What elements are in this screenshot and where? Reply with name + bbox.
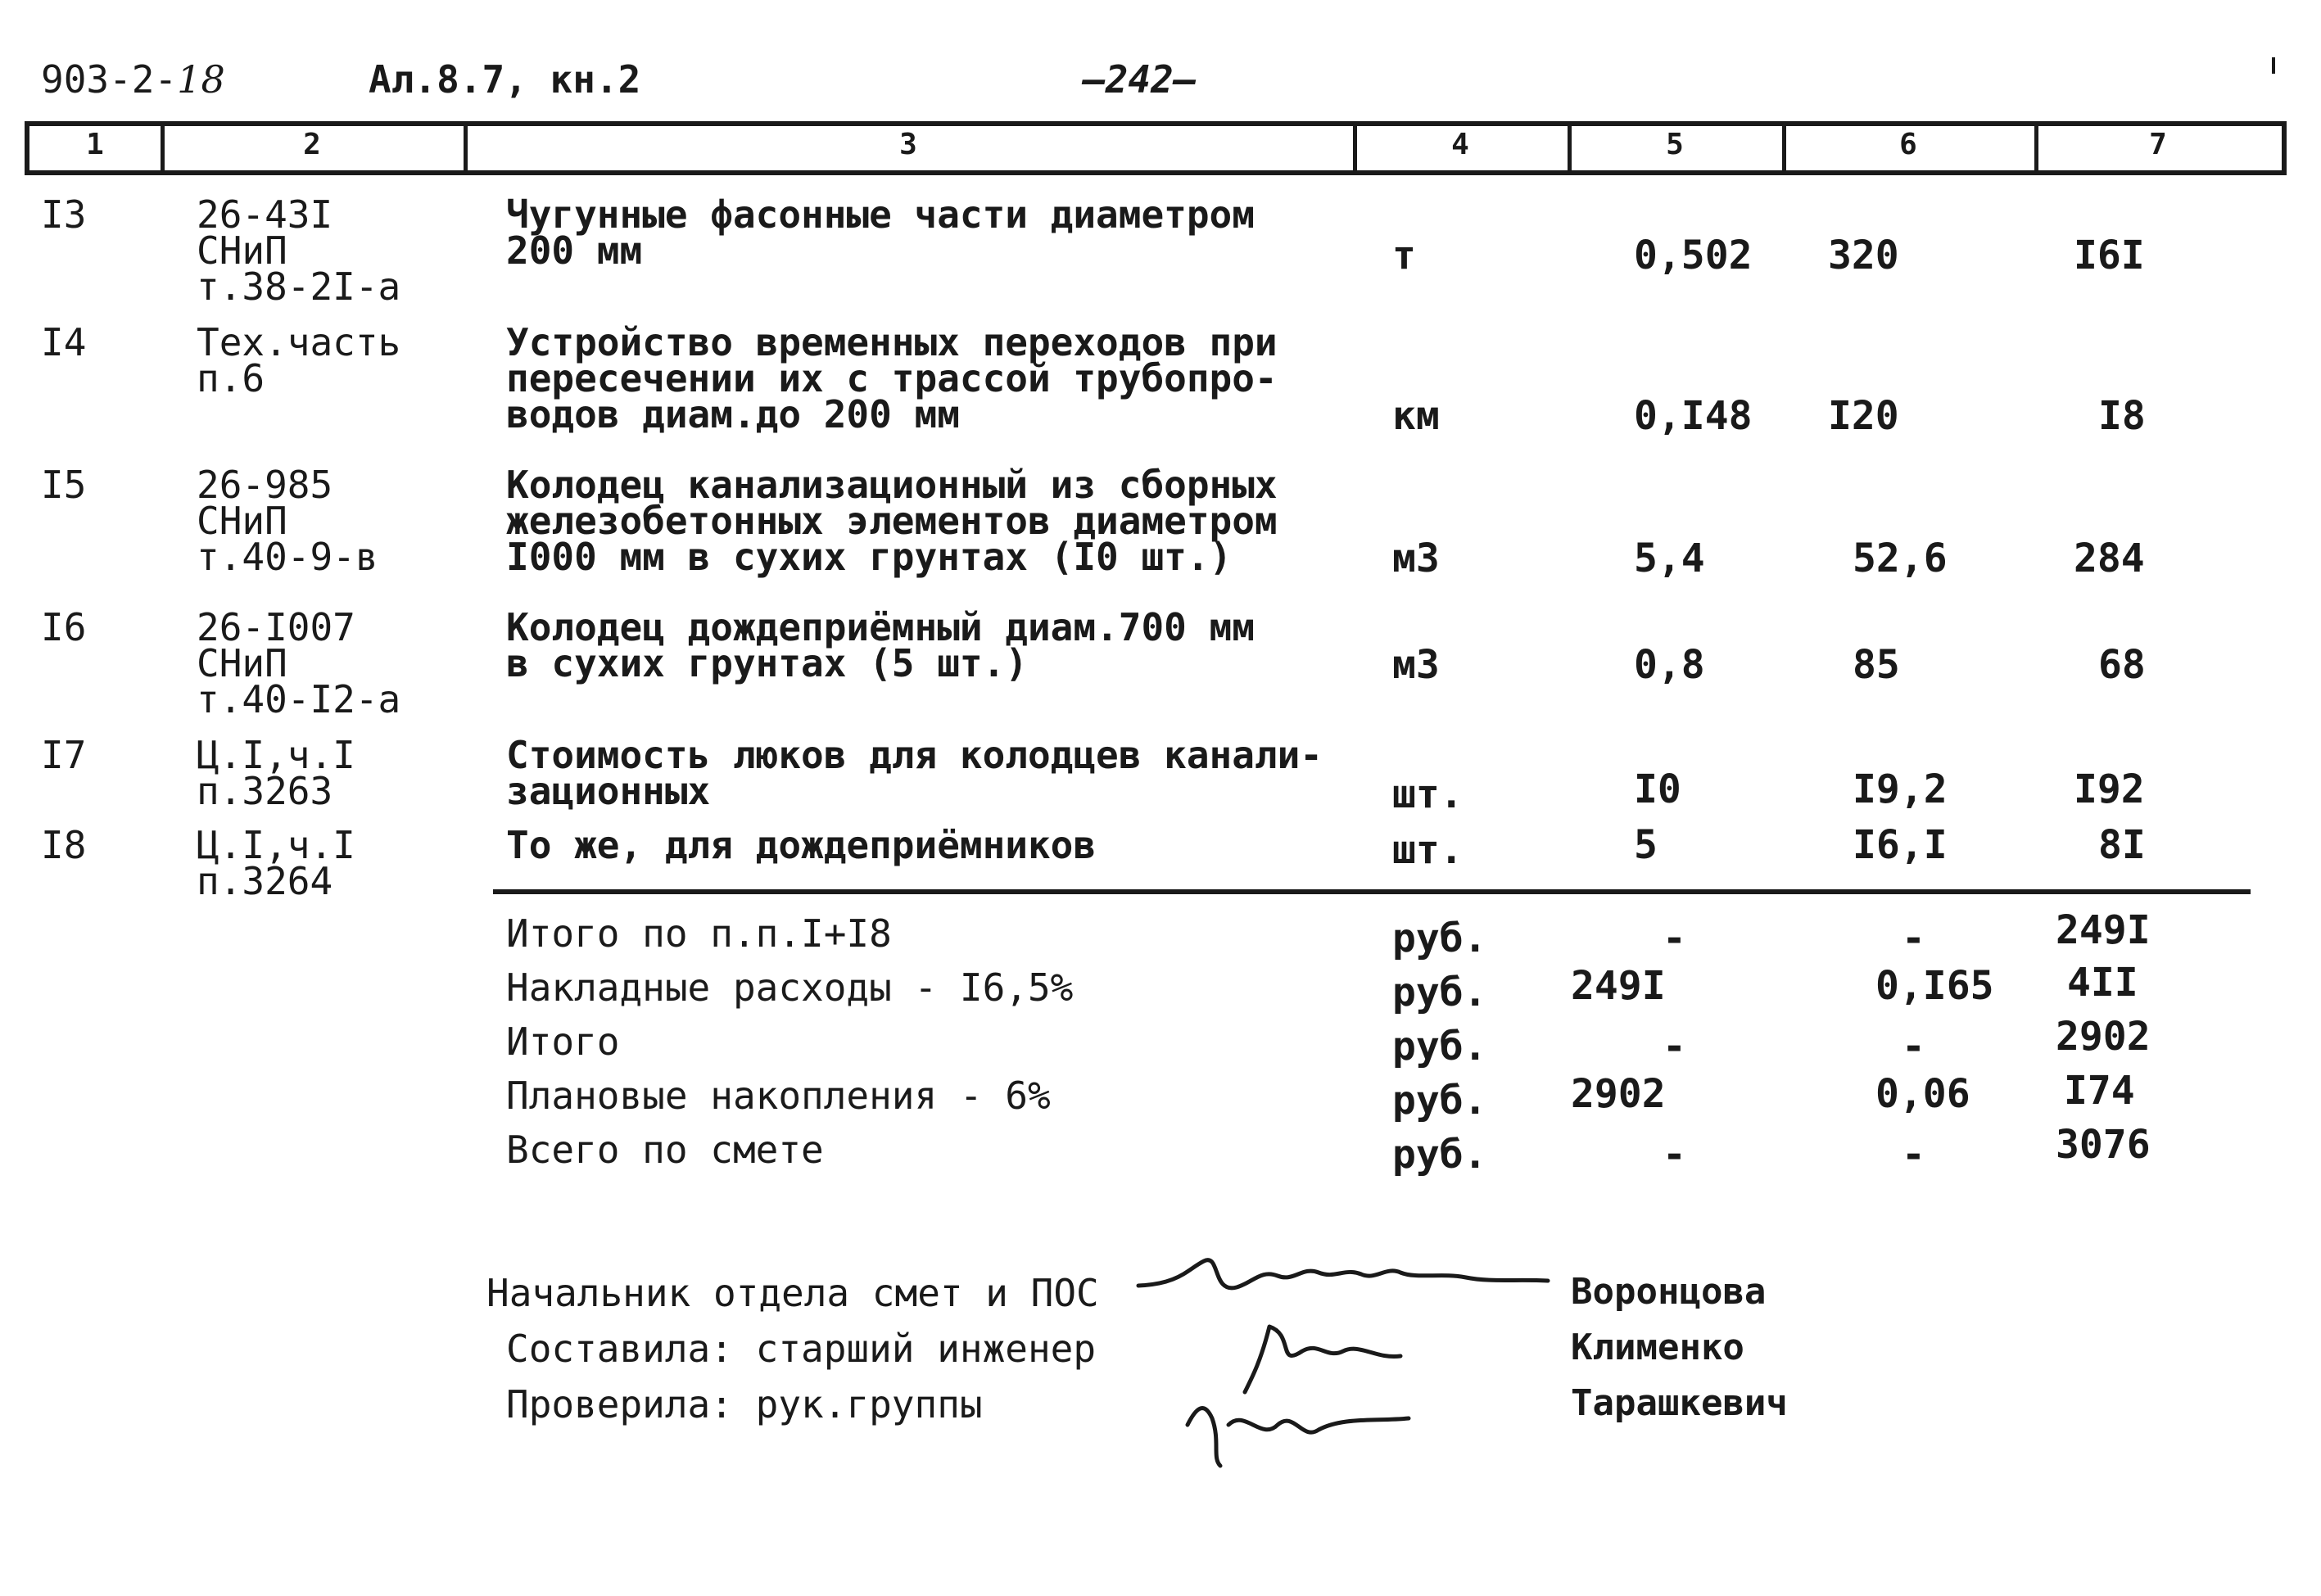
row-reference: [197, 320, 401, 400]
column-header-bar: [25, 121, 2287, 175]
row-unit: шт.: [1392, 827, 1464, 873]
description-line: Колодец канализационный из сборных: [506, 463, 1278, 507]
description-line: Устройство временных переходов при: [506, 320, 1278, 364]
reference-line: СНиП: [197, 228, 287, 273]
description-line: пересечении их с трассой трубопро-: [506, 356, 1278, 400]
document-code-suffix: 18: [177, 57, 225, 102]
column-number: 6: [1899, 128, 1917, 161]
row-quantity: 0,I48: [1634, 393, 1753, 439]
summary-total: I74: [2064, 1068, 2135, 1114]
row-reference: [197, 463, 378, 579]
row-number: I7: [41, 733, 87, 777]
summary-unit: руб.: [1392, 1078, 1487, 1124]
column-number: 3: [899, 128, 917, 161]
margin-mark: [2272, 57, 2275, 74]
row-quantity: 5: [1634, 822, 1658, 868]
row-quantity: I0: [1634, 766, 1681, 812]
reference-line: Ц.I,ч.I: [197, 733, 355, 777]
row-total: I8: [2098, 393, 2146, 439]
description-line: 200 мм: [506, 228, 643, 273]
summary-quantity: 249I: [1571, 963, 1666, 1009]
description-line: Колодец дождеприёмный диам.700 мм: [506, 605, 1255, 649]
album-reference: Ал.8.7, кн.2: [369, 57, 641, 102]
description-line: Стоимость люков для колодцев канали-: [506, 733, 1323, 777]
summary-divider: [493, 889, 2251, 894]
reference-line: п.6: [197, 356, 265, 400]
row-number: I8: [41, 823, 87, 867]
reference-line: СНиП: [197, 499, 287, 543]
row-total: 8I: [2098, 822, 2146, 868]
summary-label: Итого: [506, 1020, 620, 1064]
description-line: зационных: [506, 769, 711, 813]
row-description: [506, 463, 1278, 579]
row-unit: т: [1392, 233, 1416, 278]
row-unit: м3: [1392, 536, 1440, 581]
summary-total: 4II: [2067, 960, 2138, 1006]
summary-rate: -: [1902, 1024, 1925, 1069]
row-total: 284: [2074, 536, 2145, 581]
reference-line: т.40-I2-а: [197, 677, 401, 721]
summary-label: Плановые накопления - 6%: [506, 1074, 1051, 1118]
summary-rate: -: [1902, 916, 1925, 961]
row-description: [506, 733, 1323, 813]
summary-rate: -: [1902, 1132, 1925, 1178]
reference-line: Ц.I,ч.I: [197, 823, 355, 867]
description-line: I000 мм в сухих грунтах (I0 шт.): [506, 535, 1233, 579]
row-description: [506, 823, 1097, 867]
reference-line: 26-985: [197, 463, 333, 507]
reference-line: Тех.часть: [197, 320, 401, 364]
description-line: железобетонных элементов диаметром: [506, 499, 1278, 543]
column-number: 1: [86, 128, 104, 161]
row-unit: км: [1392, 393, 1440, 439]
summary-label: Накладные расходы - I6,5%: [506, 965, 1074, 1010]
row-number: I6: [41, 605, 87, 649]
row-total: 68: [2098, 642, 2146, 688]
description-line: То же, для дождеприёмников: [506, 823, 1097, 867]
row-number: I4: [41, 320, 87, 364]
row-reference: [197, 823, 355, 903]
description-line: водов диам.до 200 мм: [506, 392, 960, 436]
summary-unit: руб.: [1392, 1024, 1487, 1069]
document-code: [41, 57, 225, 102]
row-unit: шт.: [1392, 771, 1464, 817]
column-number: 5: [1666, 128, 1684, 161]
row-quantity: 0,502: [1634, 233, 1753, 278]
summary-rate: 0,I65: [1875, 963, 1994, 1009]
reference-line: т.38-2I-а: [197, 264, 401, 309]
reference-line: т.40-9-в: [197, 535, 378, 579]
summary-total: 249I: [2056, 907, 2151, 953]
row-total: I6I: [2074, 233, 2145, 278]
row-unit-price: 320: [1828, 233, 1899, 278]
summary-unit: руб.: [1392, 1132, 1487, 1178]
row-description: [506, 320, 1278, 436]
row-quantity: 0,8: [1634, 642, 1705, 688]
document-code-prefix: 903-2-: [41, 57, 178, 102]
summary-label: Итого по п.п.I+I8: [506, 911, 892, 956]
row-unit: м3: [1392, 642, 1440, 688]
row-number: I3: [41, 192, 87, 237]
handwritten-signatures: [1130, 1237, 1556, 1474]
signature-role: Начальник отдела смет и ПОС: [486, 1271, 1099, 1315]
signature-name: Клименко: [1571, 1327, 1744, 1368]
summary-quantity: 2902: [1571, 1071, 1666, 1117]
summary-rate: 0,06: [1875, 1071, 1970, 1117]
signature-scribble-1: [1138, 1260, 1548, 1288]
signature-scribble-2: [1245, 1327, 1400, 1392]
row-reference: [197, 605, 401, 721]
summary-quantity: -: [1663, 916, 1686, 961]
description-line: в сухих грунтах (5 шт.): [506, 641, 1028, 685]
column-number: 7: [2149, 128, 2167, 161]
reference-line: 26-I007: [197, 605, 355, 649]
column-number: 4: [1451, 128, 1469, 161]
row-unit-price: 52,6: [1853, 536, 1948, 581]
summary-label: Всего по смете: [506, 1128, 824, 1172]
summary-total: 3076: [2056, 1122, 2151, 1168]
row-unit-price: I9,2: [1853, 766, 1948, 812]
row-unit-price: I6,I: [1853, 822, 1948, 868]
description-line: Чугунные фасонные части диаметром: [506, 192, 1255, 237]
summary-total: 2902: [2056, 1014, 2151, 1060]
signature-role: Составила: старший инженер: [506, 1327, 1097, 1371]
summary-unit: руб.: [1392, 916, 1487, 961]
row-number: I5: [41, 463, 87, 507]
row-reference: [197, 733, 355, 813]
summary-quantity: -: [1663, 1132, 1686, 1178]
reference-line: п.3263: [197, 769, 333, 813]
row-unit-price: 85: [1853, 642, 1900, 688]
row-total: I92: [2074, 766, 2145, 812]
row-reference: [197, 192, 401, 309]
row-description: [506, 605, 1255, 685]
signature-name: Тарашкевич: [1571, 1382, 1788, 1424]
page-number: —242—: [1083, 57, 1197, 102]
column-number: 2: [303, 128, 321, 161]
summary-unit: руб.: [1392, 970, 1487, 1015]
signature-role: Проверила: рук.группы: [506, 1382, 983, 1426]
summary-quantity: -: [1663, 1024, 1686, 1069]
row-unit-price: I20: [1828, 393, 1899, 439]
reference-line: СНиП: [197, 641, 287, 685]
reference-line: п.3264: [197, 859, 333, 903]
row-quantity: 5,4: [1634, 536, 1705, 581]
signature-name: Воронцова: [1571, 1271, 1767, 1313]
reference-line: 26-43I: [197, 192, 333, 237]
row-description: [506, 192, 1255, 273]
signature-scribble-3: [1188, 1408, 1409, 1466]
